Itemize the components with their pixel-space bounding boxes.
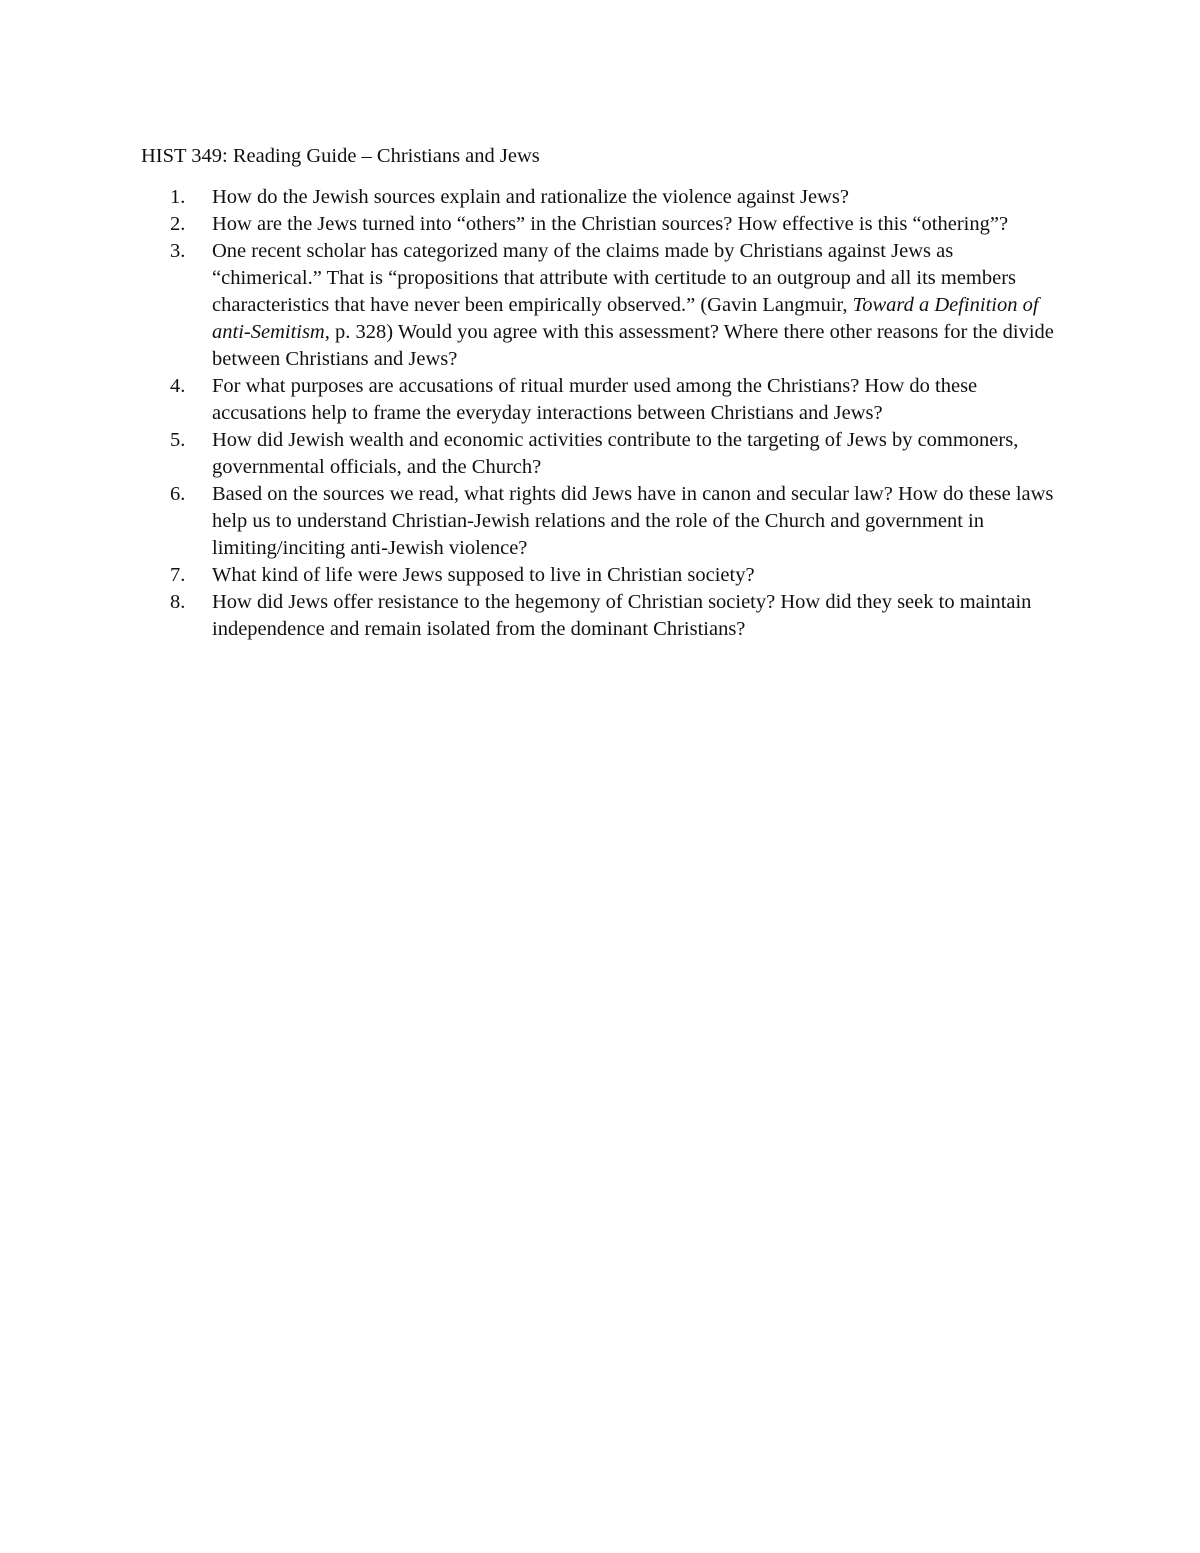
question-text-part: , p. 328) Would you agree with this assessment? Where there other reasons for the divide between Christians and Jews?: [212, 321, 1054, 370]
question-number: 3.: [170, 240, 186, 262]
question-item: [141, 427, 1056, 481]
question-item: [141, 373, 1056, 427]
question-item: [141, 184, 1056, 211]
question-number: 6.: [170, 483, 186, 505]
question-text: How do the Jewish sources explain and rationalize the violence against Jews?: [212, 186, 850, 208]
question-item: [141, 562, 1056, 589]
document-title: HIST 349: Reading Guide – Christians and Jews: [141, 145, 540, 167]
book-title: Toward a Definition of anti-Semitism: [212, 294, 1039, 343]
question-text: How are the Jews turned into “others” in the Christian sources? How effective is this “othering”?: [212, 213, 1009, 235]
question-item: [141, 481, 1056, 562]
question-text: For what purposes are accusations of ritual murder used among the Christians? How do these accusations help to frame the everyday interactions between Christians and Jews?: [212, 375, 978, 424]
question-text: How did Jews offer resistance to the hegemony of Christian society? How did they seek to maintain independence and remain isolated from the dominant Christians?: [212, 591, 1032, 640]
question-number: 5.: [170, 429, 186, 451]
question-number: 1.: [170, 186, 186, 208]
question-text: [212, 240, 1054, 370]
question-text: What kind of life were Jews supposed to live in Christian society?: [212, 564, 755, 586]
reading-guide: [141, 143, 1056, 643]
question-item: [141, 589, 1056, 643]
question-text-part: One recent scholar has categorized many of the claims made by Christians against Jews as “chimerical.” That is “propositions that attribute with certitude to an outgroup and all its members characteristics that have never been empirically observed.” (Gavin Langmuir,: [212, 240, 1017, 316]
question-text: How did Jewish wealth and economic activities contribute to the targeting of Jews by commoners, governmental officials, and the Church?: [212, 429, 1019, 478]
question-item: [141, 211, 1056, 238]
question-list: [141, 184, 1056, 643]
question-number: 7.: [170, 564, 186, 586]
question-number: 2.: [170, 213, 186, 235]
question-number: 4.: [170, 375, 186, 397]
question-item: [141, 238, 1056, 373]
question-number: 8.: [170, 591, 186, 613]
question-text: Based on the sources we read, what rights did Jews have in canon and secular law? How do these laws help us to understand Christian-Jewish relations and the role of the Church and government in limiting/inciting anti-Jewish violence?: [212, 483, 1054, 559]
